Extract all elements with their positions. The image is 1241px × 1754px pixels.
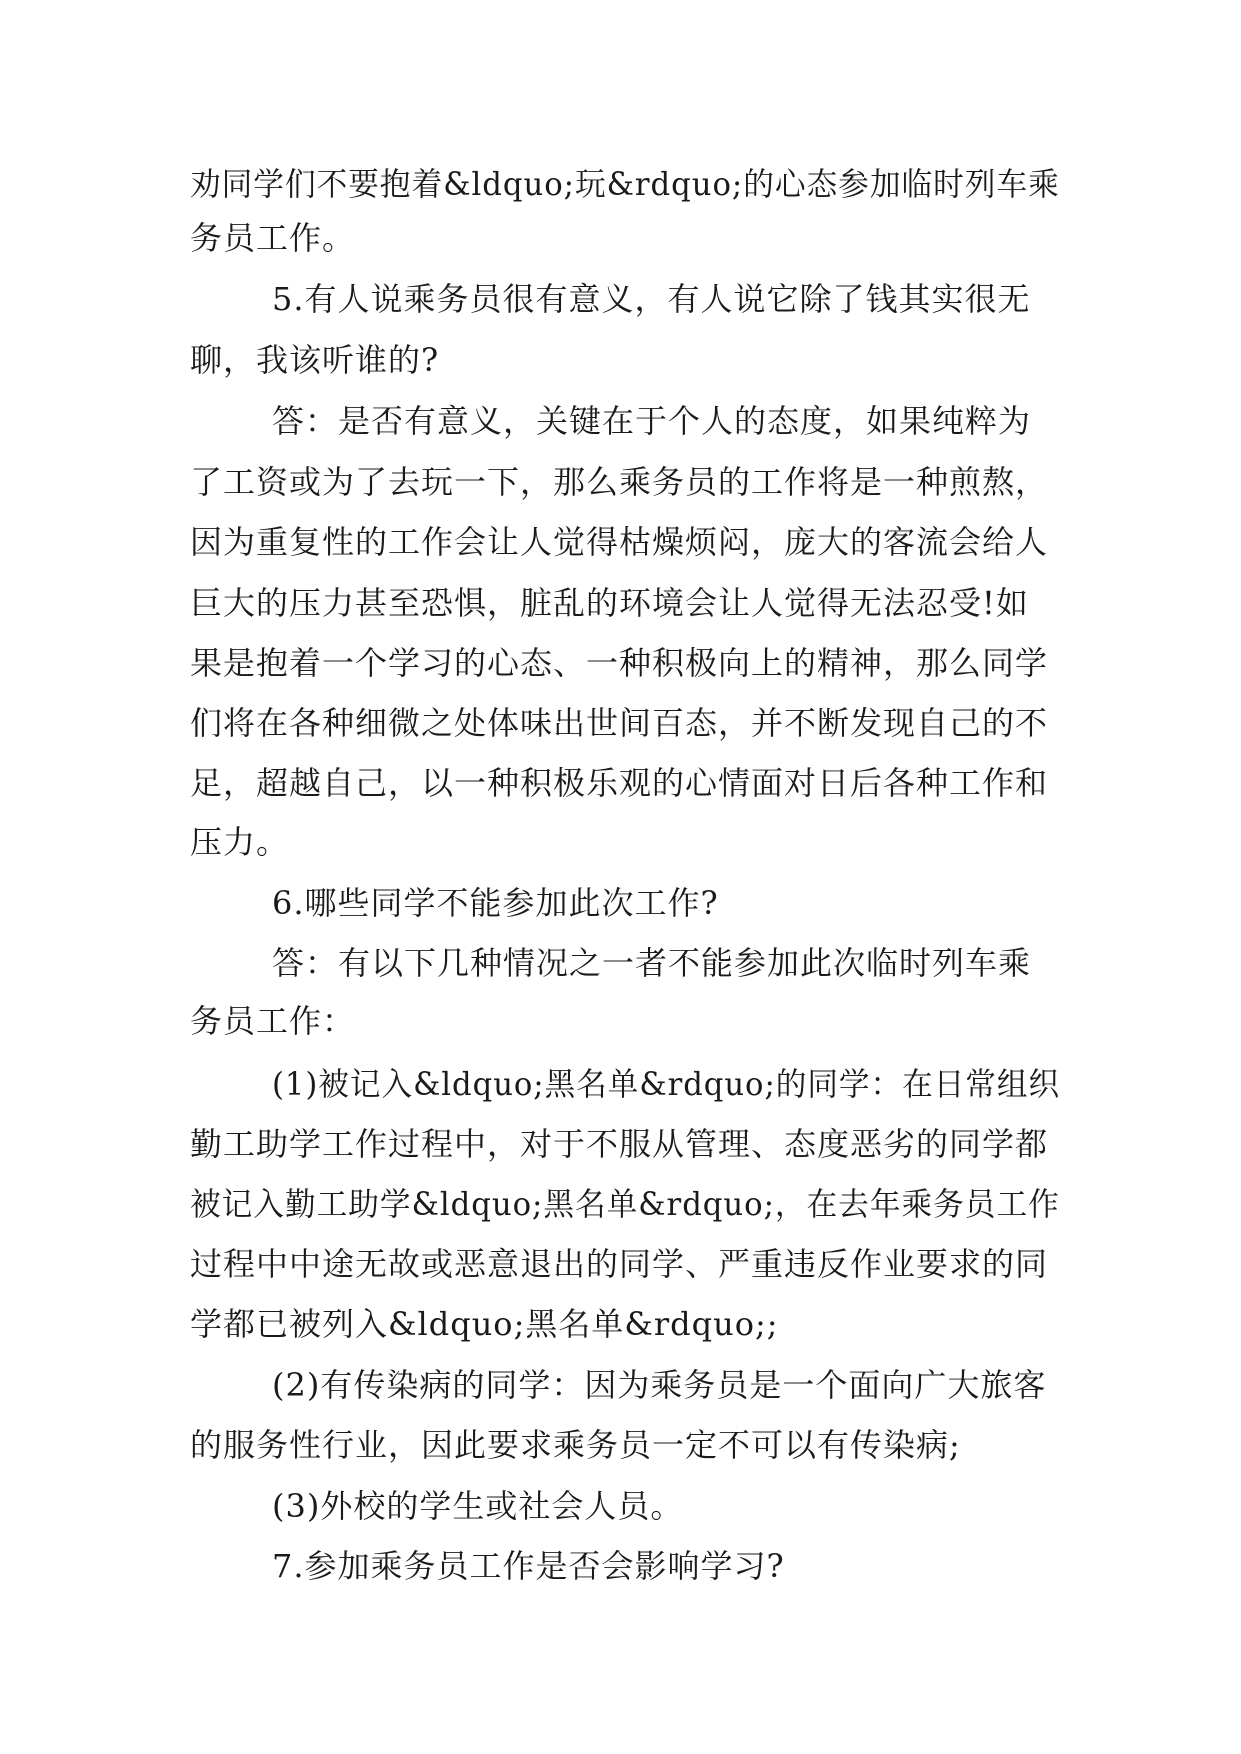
list-item-line: (2)有传染病的同学：因为乘务员是一个面向广大旅客 bbox=[272, 1366, 1047, 1404]
list-item-line: (3)外校的学生或社会人员。 bbox=[272, 1487, 684, 1525]
text-line: 因为重复性的工作会让人觉得枯燥烦闷，庞大的客流会给人 bbox=[190, 523, 1049, 561]
text-line: 过程中中途无故或恶意退出的同学、严重违反作业要求的同 bbox=[190, 1245, 1049, 1283]
text-line: 劝同学们不要抱着&ldquo;玩&rdquo;的心态参加临时列车乘 bbox=[190, 165, 1060, 203]
question-line: 6.哪些同学不能参加此次工作? bbox=[272, 884, 719, 922]
text-line: 的服务性行业，因此要求乘务员一定不可以有传染病; bbox=[190, 1426, 961, 1464]
text-line: 务员工作： bbox=[190, 1002, 356, 1040]
text-line: 们将在各种细微之处体味出世间百态，并不断发现自己的不 bbox=[190, 704, 1049, 742]
text-line: 巨大的压力甚至恐惧，脏乱的环境会让人觉得无法忍受!如 bbox=[190, 584, 1029, 622]
text-line: 足，超越自己，以一种积极乐观的心情面对日后各种工作和 bbox=[190, 764, 1049, 802]
text-line: 务员工作。 bbox=[190, 219, 356, 257]
text-line: 了工资或为了去玩一下，那么乘务员的工作将是一种煎熬， bbox=[190, 463, 1049, 501]
text-line: 聊，我该听谁的? bbox=[190, 341, 440, 379]
answer-line: 答：有以下几种情况之一者不能参加此次临时列车乘 bbox=[272, 944, 1032, 982]
question-line: 5.有人说乘务员很有意义，有人说它除了钱其实很无 bbox=[272, 280, 1031, 318]
text-line: 被记入勤工助学&ldquo;黑名单&rdquo;，在去年乘务员工作 bbox=[190, 1185, 1060, 1223]
text-line: 压力。 bbox=[190, 823, 290, 861]
list-item-line: (1)被记入&ldquo;黑名单&rdquo;的同学：在日常组织 bbox=[272, 1065, 1061, 1103]
text-line: 果是抱着一个学习的心态、一种积极向上的精神，那么同学 bbox=[190, 644, 1049, 682]
answer-line: 答：是否有意义，关键在于个人的态度，如果纯粹为 bbox=[272, 402, 1032, 440]
text-line: 勤工助学工作过程中，对于不服从管理、态度恶劣的同学都 bbox=[190, 1125, 1049, 1163]
question-line: 7.参加乘务员工作是否会影响学习? bbox=[272, 1547, 785, 1585]
text-line: 学都已被列入&ldquo;黑名单&rdquo;; bbox=[190, 1305, 779, 1343]
